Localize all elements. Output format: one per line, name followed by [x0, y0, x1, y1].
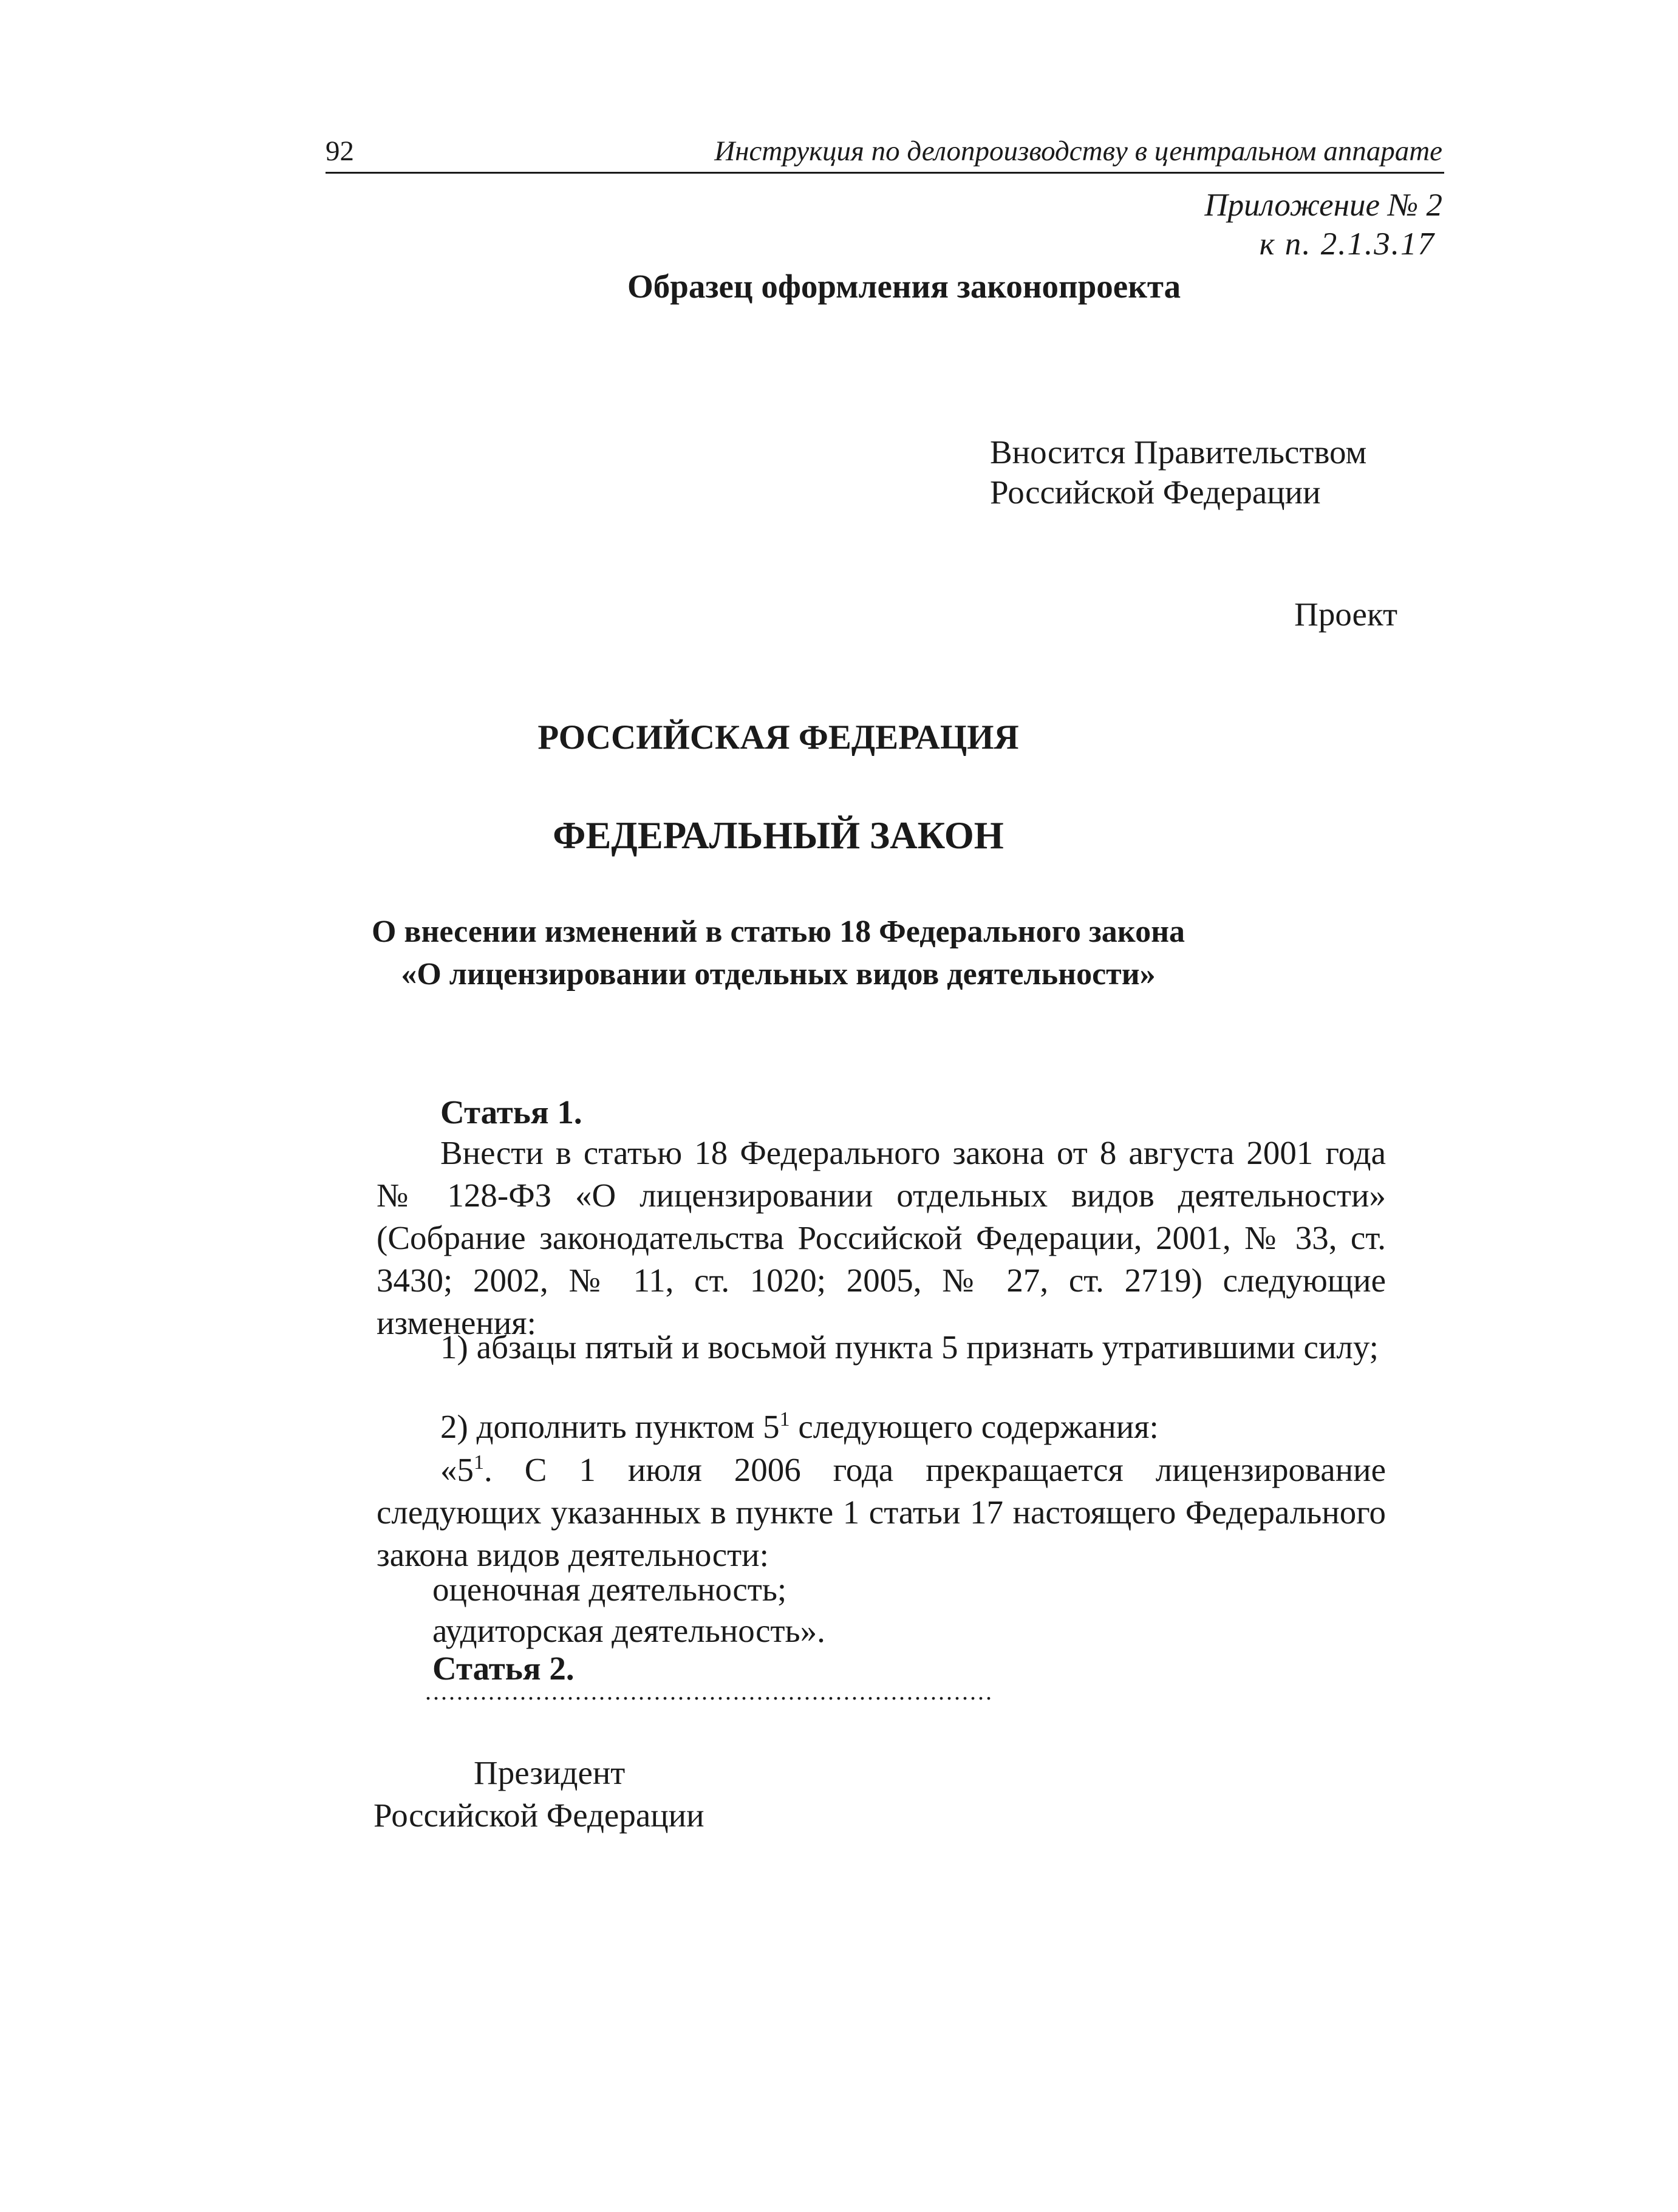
law-type-heading: ФЕДЕРАЛЬНЫЙ ЗАКОН: [553, 814, 1004, 857]
running-title: Инструкция по делопроизводству в центральном аппарате: [714, 135, 1442, 167]
law-title: О внесении изменений в статью 18 Федерального закона «О лицензировании отдельных видов деятельности»: [371, 914, 1185, 992]
item-2-superscript: 1: [779, 1408, 790, 1431]
signature-organization: Российской Федерации: [373, 1797, 704, 1834]
article-1-item-2: [440, 1407, 1159, 1446]
submitted-by: Вносится Правительством Российской Федерации: [990, 434, 1367, 511]
sample-title: Образец оформления законопроекта: [627, 268, 1181, 305]
signature-title: Президент: [474, 1754, 626, 1791]
quote-prefix: «5: [440, 1451, 474, 1488]
appendix-reference: к п. 2.1.3.17: [1259, 226, 1435, 262]
page-number: 92: [326, 135, 354, 167]
article-2-placeholder: ........................................................................: [425, 1678, 994, 1705]
article-1-quote: [377, 1449, 1386, 1576]
header-rule: [326, 172, 1444, 174]
activity-1: оценочная деятельность;: [432, 1571, 787, 1608]
article-1-intro: Внести в статью 18 Федерального закона от 8 августа 2001 года № 128-ФЗ «О лицензировании отдельных видов деятельности» (Собрание законодательства Российской Федерации, 2001, № 33, ст. 3430; 2002, № 11, ст. 1020; 2005, № 27, ст. 2719) следующие изменения:: [377, 1134, 1386, 1341]
draft-label: Проект: [1294, 596, 1397, 633]
article-1-item-1: 1) абзацы пятый и восьмой пункта 5 признать утратившими силу;: [440, 1329, 1379, 1366]
article-2-heading: Статья 2.: [432, 1650, 575, 1687]
country-heading: РОССИЙСКАЯ ФЕДЕРАЦИЯ: [537, 718, 1019, 757]
item-2-prefix: 2) дополнить пунктом 5: [440, 1408, 780, 1445]
quote-suffix: . С 1 июля 2006 года прекращается лицензирование следующих указанных в пункте 1 статьи 17 настоящего Федерального закона видов деятельности:: [377, 1451, 1386, 1573]
activity-2: аудиторская деятельность».: [432, 1612, 825, 1649]
appendix-title: Приложение № 2: [1204, 188, 1442, 223]
item-2-suffix: следующего содержания:: [790, 1408, 1159, 1445]
article-1-heading: Статья 1.: [440, 1094, 582, 1131]
quote-superscript: 1: [474, 1451, 484, 1474]
